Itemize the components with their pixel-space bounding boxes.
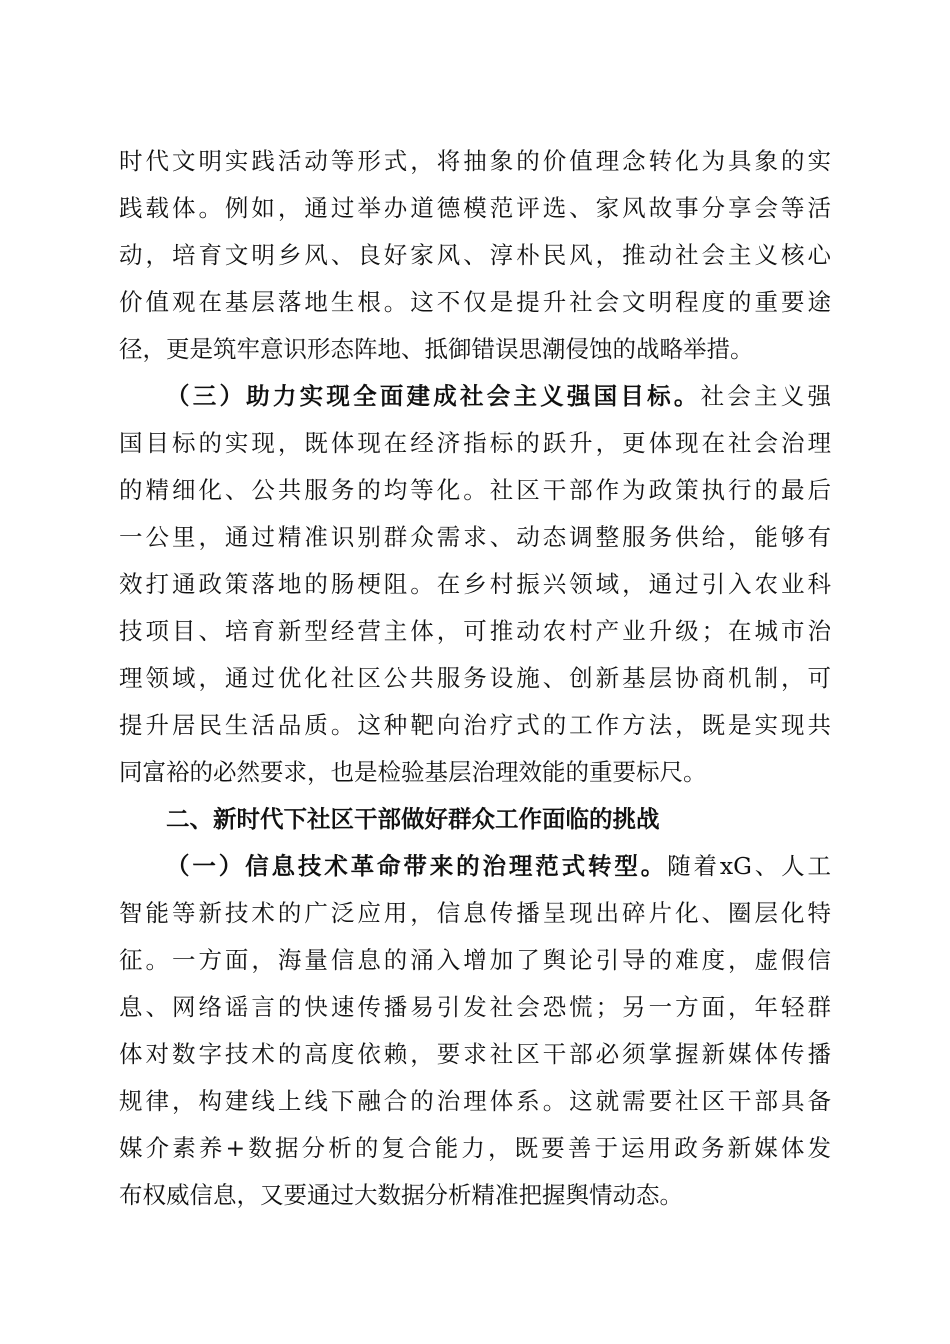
paragraph-line: 息、网络谣言的快速传播易引发社会恐慌；另一方面，年轻群 <box>119 993 831 1021</box>
paragraph-line: 征。一方面，海量信息的涌入增加了舆论引导的难度，虚假信 <box>119 946 831 974</box>
paragraph-line: 时代文明实践活动等形式，将抽象的价值理念转化为具象的实 <box>119 147 831 175</box>
paragraph-line: 径，更是筑牢意识形态阵地、抵御错误思潮侵蚀的战略举措。 <box>119 335 754 363</box>
subsection-three-text: 社会主义强 <box>700 382 832 410</box>
paragraph-line: 布权威信息，又要通过大数据分析精准把握舆情动态。 <box>119 1181 683 1209</box>
paragraph-line: 理领域，通过优化社区公共服务设施、创新基层协商机制，可 <box>119 664 831 692</box>
subsection-one-first-line <box>166 851 831 883</box>
paragraph-line: 媒介素养+数据分析的复合能力，既要善于运用政务新媒体发 <box>119 1134 831 1162</box>
subsection-three-title: （三）助力实现全面建成社会主义强国目标。 <box>166 382 701 410</box>
section-heading: 二、新时代下社区干部做好群众工作面临的挑战 <box>166 805 660 833</box>
subsection-three-first-line <box>166 381 831 413</box>
paragraph-line: 技项目、培育新型经营主体，可推动农村产业升级；在城市治 <box>119 617 831 645</box>
paragraph-line: 同富裕的必然要求，也是检验基层治理效能的重要标尺。 <box>119 758 707 786</box>
paragraph-line: 的精细化、公共服务的均等化。社区干部作为政策执行的最后 <box>119 476 831 504</box>
paragraph-line: 价值观在基层落地生根。这不仅是提升社会文明程度的重要途 <box>119 288 831 316</box>
paragraph-line: 一公里，通过精准识别群众需求、动态调整服务供给，能够有 <box>119 523 831 551</box>
subsection-one-title: （一）信息技术革命带来的治理范式转型。 <box>166 852 668 880</box>
paragraph-line: 提升居民生活品质。这种靶向治疗式的工作方法，既是实现共 <box>119 711 831 739</box>
paragraph-line: 规律，构建线上线下融合的治理体系。这就需要社区干部具备 <box>119 1087 831 1115</box>
paragraph-line: 智能等新技术的广泛应用，信息传播呈现出碎片化、圈层化特 <box>119 899 831 927</box>
subsection-one-text: 随着xG、人工 <box>667 852 832 880</box>
paragraph-line: 效打通政策落地的肠梗阻。在乡村振兴领域，通过引入农业科 <box>119 570 831 598</box>
paragraph-line: 国目标的实现，既体现在经济指标的跃升，更体现在社会治理 <box>119 429 831 457</box>
paragraph-line: 动，培育文明乡风、良好家风、淳朴民风，推动社会主义核心 <box>119 241 831 269</box>
paragraph-line: 体对数字技术的高度依赖，要求社区干部必须掌握新媒体传播 <box>119 1040 831 1068</box>
paragraph-line: 践载体。例如，通过举办道德模范评选、家风故事分享会等活 <box>119 194 831 222</box>
